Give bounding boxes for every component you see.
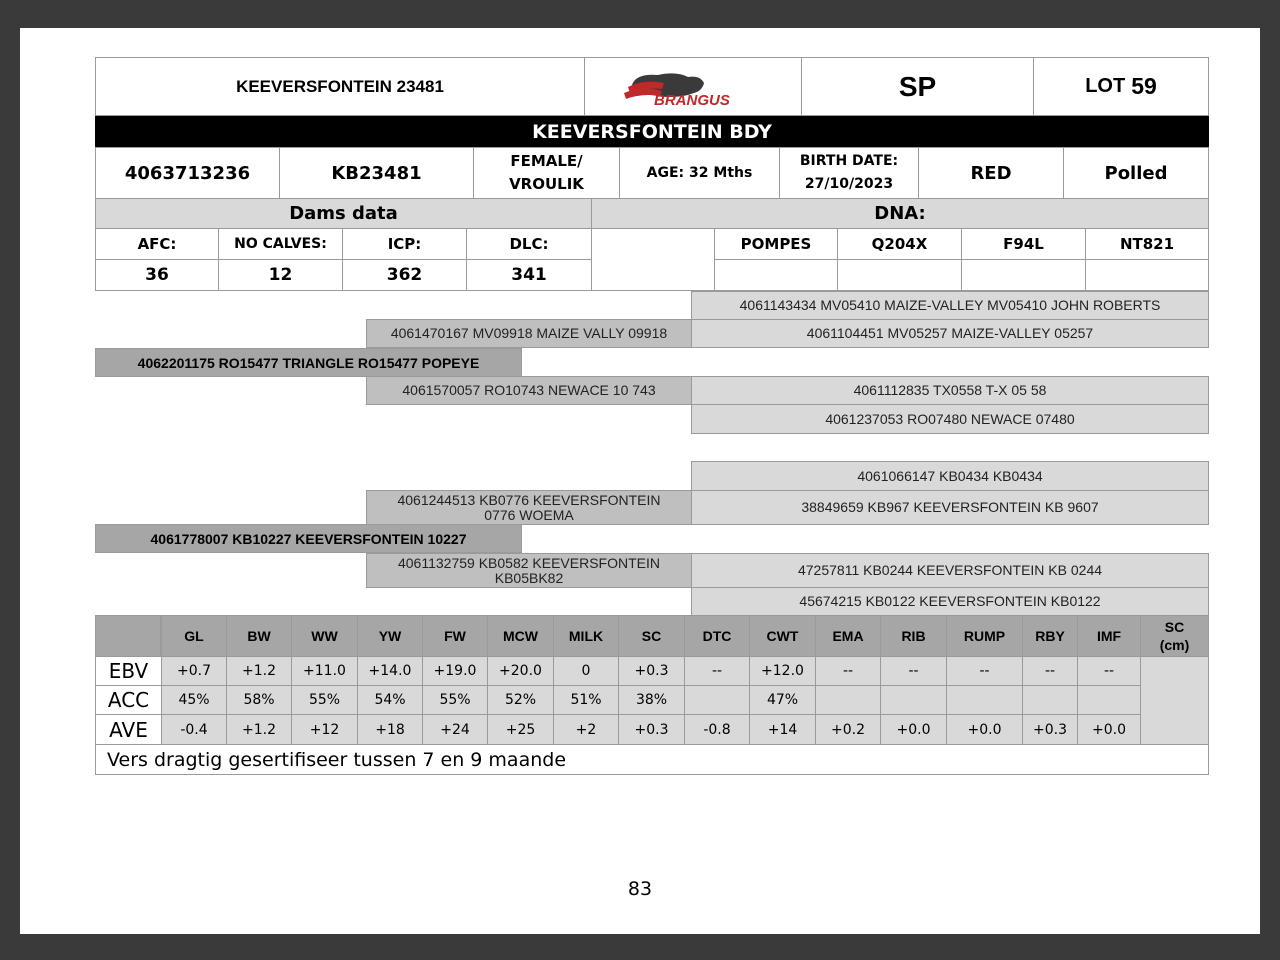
- ebv-header-sc: SC: [618, 615, 685, 657]
- ebv-header-fw: FW: [422, 615, 488, 657]
- ebv-row-label-ave: AVE: [95, 714, 162, 745]
- pregnancy-note: Vers dragtig gesertifiseer tussen 7 en 9 maande: [95, 744, 1209, 775]
- ebv-acc-rib: [880, 685, 947, 715]
- colour: RED: [918, 147, 1064, 199]
- pedigree-dam-sire-line1: 4061244513 KB0776 KEEVERSFONTEIN: [397, 491, 661, 508]
- pedigree-sire-dam-dam: 4061237053 RO07480 NEWACE 07480: [691, 404, 1209, 434]
- ebv-header-yw: YW: [357, 615, 423, 657]
- dams-header-calves: NO CALVES:: [218, 228, 343, 260]
- ebv-ave-milk: +2: [553, 714, 619, 745]
- ebv-acc-cwt: 47%: [749, 685, 816, 715]
- ebv-ave-sc: +0.3: [618, 714, 685, 745]
- ebv-ebv-dtc: --: [684, 656, 750, 686]
- tattoo-number: KB23481: [279, 147, 474, 199]
- ebv-ave-ema: +0.2: [815, 714, 881, 745]
- brangus-logo: [584, 57, 802, 116]
- dna-value-nt821: [1085, 259, 1209, 291]
- ebv-header-milk: MILK: [553, 615, 619, 657]
- dna-value-pompes: [714, 259, 838, 291]
- registration-number: 4063713236: [95, 147, 280, 199]
- ebv-header-dtc: DTC: [684, 615, 750, 657]
- ebv-acc-dtc: [684, 685, 750, 715]
- ebv-header-rump: RUMP: [946, 615, 1023, 657]
- dna-value-q204x: [837, 259, 962, 291]
- ebv-ave-ww: +12: [291, 714, 358, 745]
- pedigree-dam-dam-dam: 45674215 KB0122 KEEVERSFONTEIN KB0122: [691, 587, 1209, 616]
- dna-header-q204x: Q204X: [837, 228, 962, 260]
- ebv-header-sc-line2: (cm): [1159, 637, 1190, 653]
- ebv-header-ww: WW: [291, 615, 358, 657]
- ebv-ebv-fw: +19.0: [422, 656, 488, 686]
- ebv-acc-gl: 45%: [161, 685, 227, 715]
- ebv-header-mcw: MCW: [487, 615, 554, 657]
- ebv-header-ema: EMA: [815, 615, 881, 657]
- ebv-acc-yw: 54%: [357, 685, 423, 715]
- pedigree-dam-dam: [366, 553, 692, 588]
- dams-value-calves: 12: [218, 259, 343, 291]
- dams-header-icp: ICP:: [342, 228, 467, 260]
- lot-label: LOT: [1085, 75, 1126, 97]
- sex-cell: [473, 147, 620, 199]
- ebv-acc-ema: [815, 685, 881, 715]
- lot-box: [1033, 57, 1209, 116]
- ebv-ave-yw: +18: [357, 714, 423, 745]
- dna-header-nt821: NT821: [1085, 228, 1209, 260]
- ebv-ebv-rib: --: [880, 656, 947, 686]
- ebv-acc-mcw: 52%: [487, 685, 554, 715]
- ebv-acc-milk: 51%: [553, 685, 619, 715]
- age: AGE: 32 Mths: [619, 147, 780, 199]
- ebv-ebv-yw: +14.0: [357, 656, 423, 686]
- sex-line1: FEMALE/: [510, 152, 583, 170]
- birth-date-cell: [779, 147, 919, 199]
- pedigree-sire-sire-sire: 4061143434 MV05410 MAIZE-VALLEY MV05410 JOHN ROBERTS: [691, 291, 1209, 320]
- pedigree-sire-sire-dam: 4061104451 MV05257 MAIZE-VALLEY 05257: [691, 319, 1209, 348]
- ebv-acc-rump: [946, 685, 1023, 715]
- dams-header-dlc: DLC:: [466, 228, 592, 260]
- ebv-ebv-ww: +11.0: [291, 656, 358, 686]
- ebv-ave-bw: +1.2: [226, 714, 292, 745]
- birth-date-label: BIRTH DATE:: [799, 153, 899, 169]
- pedigree-dam-sire-sire: 4061066147 KB0434 KB0434: [691, 461, 1209, 491]
- ebv-header-sc-cm: [1140, 615, 1209, 657]
- pedigree-dam-dam-line1: 4061132759 KB0582 KEEVERSFONTEIN: [397, 554, 660, 571]
- dna-value-f94l: [961, 259, 1086, 291]
- ebv-ebv-cwt: +12.0: [749, 656, 816, 686]
- pedigree-dam-dam-sire: 47257811 KB0244 KEEVERSFONTEIN KB 0244: [691, 553, 1209, 588]
- ebv-ebv-imf: --: [1077, 656, 1141, 686]
- catalogue-page: [20, 28, 1260, 934]
- ebv-ebv-rby: --: [1022, 656, 1078, 686]
- ebv-ebv-rump: --: [946, 656, 1023, 686]
- horn-status: Polled: [1063, 147, 1209, 199]
- ebv-acc-fw: 55%: [422, 685, 488, 715]
- pedigree-dam: 4061778007 KB10227 KEEVERSFONTEIN 10227: [95, 524, 522, 553]
- dams-header-afc: AFC:: [95, 228, 219, 260]
- ebv-ebv-sc: +0.3: [618, 656, 685, 686]
- herd-banner: KEEVERSFONTEIN BDY: [95, 116, 1209, 147]
- svg-text:BRANGUS: BRANGUS: [654, 91, 730, 109]
- ebv-ebv-ema: --: [815, 656, 881, 686]
- dams-value-dlc: 341: [466, 259, 592, 291]
- ebv-acc-bw: 58%: [226, 685, 292, 715]
- lot-number: 59: [1131, 73, 1157, 99]
- ebv-ave-gl: -0.4: [161, 714, 227, 745]
- ebv-ave-cwt: +14: [749, 714, 816, 745]
- ebv-acc-sc: 38%: [618, 685, 685, 715]
- pedigree-sire-dam: 4061570057 RO10743 NEWACE 10 743: [366, 376, 692, 405]
- dna-header-f94l: F94L: [961, 228, 1086, 260]
- ebv-ebv-mcw: +20.0: [487, 656, 554, 686]
- page-number: 83: [627, 878, 653, 900]
- pedigree-dam-dam-line2: KB05BK82: [494, 569, 564, 586]
- sex-line2: VROULIK: [509, 175, 584, 193]
- pedigree-dam-sire-dam: 38849659 KB967 KEEVERSFONTEIN KB 9607: [691, 490, 1209, 525]
- dams-data-title: Dams data: [95, 198, 592, 229]
- dams-value-afc: 36: [95, 259, 219, 291]
- ebv-acc-ww: 55%: [291, 685, 358, 715]
- bull-logo-icon: [618, 65, 768, 109]
- dams-value-icp: 362: [342, 259, 467, 291]
- ebv-ave-mcw: +25: [487, 714, 554, 745]
- ebv-ave-fw: +24: [422, 714, 488, 745]
- ebv-row-label-acc: ACC: [95, 685, 162, 715]
- pedigree-sire-dam-sire: 4061112835 TX0558 T-X 05 58: [691, 376, 1209, 405]
- ebv-header-rib: RIB: [880, 615, 947, 657]
- dna-title: DNA:: [591, 198, 1209, 229]
- ebv-header-rby: RBY: [1022, 615, 1078, 657]
- ebv-ebv-bw: +1.2: [226, 656, 292, 686]
- ebv-ebv-milk: 0: [553, 656, 619, 686]
- ebv-header-sc-line1: SC: [1164, 619, 1185, 635]
- pedigree-sire: 4062201175 RO15477 TRIANGLE RO15477 POPEYE: [95, 348, 522, 377]
- ebv-header-gl: GL: [161, 615, 227, 657]
- ebv-sc-cm-blank: [1140, 656, 1209, 745]
- pedigree-dam-sire-line2: 0776 WOEMA: [484, 506, 574, 523]
- dna-blank-cell: [591, 228, 715, 291]
- ebv-header-bw: BW: [226, 615, 292, 657]
- ebv-table: [95, 615, 1209, 775]
- ebv-ave-dtc: -0.8: [684, 714, 750, 745]
- ebv-ave-imf: +0.0: [1077, 714, 1141, 745]
- pedigree-sire-sire: 4061470167 MV09918 MAIZE VALLY 09918: [366, 319, 692, 348]
- ebv-ave-rby: +0.3: [1022, 714, 1078, 745]
- category-code: SP: [801, 57, 1034, 116]
- ebv-row-label-ebv: EBV: [95, 656, 162, 686]
- animal-name: KEEVERSFONTEIN 23481: [95, 57, 585, 116]
- ebv-ebv-gl: +0.7: [161, 656, 227, 686]
- ebv-header-cwt: CWT: [749, 615, 816, 657]
- ebv-ave-rump: +0.0: [946, 714, 1023, 745]
- ebv-acc-rby: [1022, 685, 1078, 715]
- dna-header-pompes: POMPES: [714, 228, 838, 260]
- birth-date-value: 27/10/2023: [804, 176, 894, 192]
- ebv-corner-cell: [95, 615, 161, 657]
- ebv-header-imf: IMF: [1077, 615, 1141, 657]
- ebv-ave-rib: +0.0: [880, 714, 947, 745]
- pedigree-dam-sire: [366, 490, 692, 525]
- ebv-acc-imf: [1077, 685, 1141, 715]
